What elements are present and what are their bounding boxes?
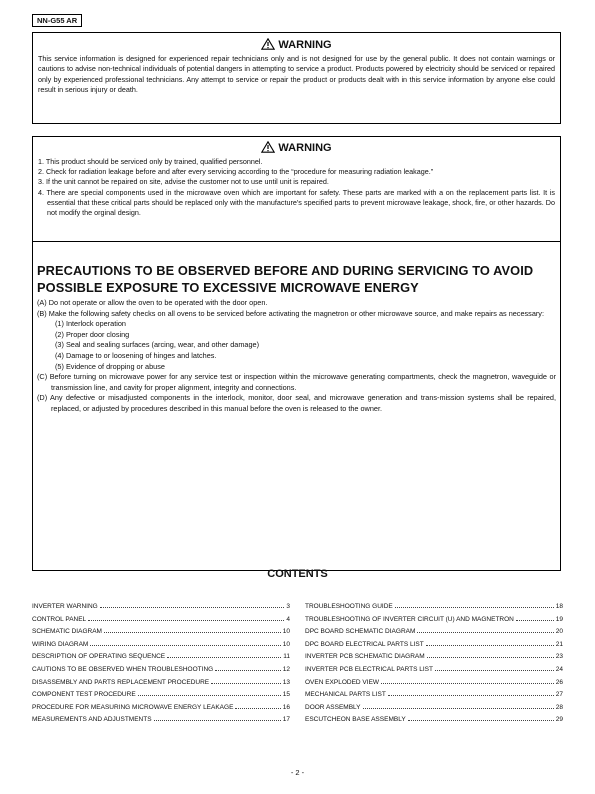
toc-entry[interactable] — [32, 613, 290, 626]
warning-heading — [38, 38, 555, 52]
toc-entry-label: MECHANICAL PARTS LIST — [305, 691, 386, 699]
toc-entry[interactable] — [32, 688, 290, 701]
toc-entry[interactable] — [305, 688, 563, 701]
toc-entry[interactable] — [32, 701, 290, 714]
precaution-d: (D) Any defective or misadjusted components in the interlock, monitor, door seal, and microwave generation and trans-mission systems shall be repaired, replaced, or adjusted by procedures described in this manual before the oven is released to the owner. — [37, 393, 556, 413]
toc-entry-label: DPC BOARD ELECTRICAL PARTS LIST — [305, 640, 424, 648]
toc-entry-label: WIRING DIAGRAM — [32, 640, 89, 648]
toc-entry[interactable] — [305, 663, 563, 676]
toc-dot-leader — [88, 613, 284, 621]
toc-entry-page: 27 — [555, 691, 563, 699]
toc-entry-label: OVEN EXPLODED VIEW — [305, 678, 380, 686]
toc-entry-label: DESCRIPTION OF OPERATING SEQUENCE — [32, 653, 166, 661]
toc-entry-label: MEASUREMENTS AND ADJUSTMENTS — [32, 716, 152, 724]
contents-title: CONTENTS — [267, 568, 328, 580]
toc-dot-leader — [138, 688, 281, 696]
precaution-b-subitem: (5) Evidence of dropping or abuse — [55, 361, 165, 371]
toc-entry[interactable] — [305, 638, 563, 651]
toc-entry-label: DOOR ASSEMBLY — [305, 703, 361, 711]
toc-left-column — [32, 600, 290, 726]
toc-dot-leader — [104, 625, 281, 633]
toc-entry-label: ESCUTCHEON BASE ASSEMBLY — [305, 716, 406, 724]
toc-entry-label: PROCEDURE FOR MEASURING MICROWAVE ENERGY LEAKAGE — [32, 703, 234, 711]
toc-entry-page: 17 — [282, 716, 290, 724]
toc-entry-label: COMPONENT TEST PROCEDURE — [32, 691, 136, 699]
toc-entry-label: INVERTER PCB SCHEMATIC DIAGRAM — [305, 653, 425, 661]
toc-entry-page: 23 — [555, 653, 563, 661]
toc-entry[interactable] — [305, 600, 563, 613]
toc-dot-leader — [154, 713, 281, 721]
toc-dot-leader — [211, 676, 281, 684]
toc-entry-page: 10 — [282, 628, 290, 636]
toc-entry[interactable] — [32, 600, 290, 613]
warning-paragraph: This service information is designed for experienced repair technicians only and is not designed for use by the general public. It does not contain warnings or cautions to advise non-technical individuals of potential dangers in attempting to service a product. Products powered by electricity should be serviced or repaired only by experienced professional technicians. Any attempt to service or repair the product or products dealt with in this service information by anyone else could result in serious injury or death. — [38, 54, 555, 95]
toc-entry-page: 24 — [555, 665, 563, 673]
toc-entry-page: 10 — [282, 640, 290, 648]
warning-list — [38, 157, 555, 218]
toc-entry-page: 28 — [555, 703, 563, 711]
precaution-b-subitem: (1) Interlock operation — [55, 319, 126, 329]
warning-list-item: 1. This product should be serviced only by trained, qualified personnel. — [38, 157, 263, 166]
toc-entry-page: 26 — [555, 678, 563, 686]
toc-entry-page: 21 — [555, 640, 563, 648]
toc-entry-page: 20 — [555, 628, 563, 636]
toc-dot-leader — [426, 638, 554, 646]
warning-list-item: 4. There are special components used in the microwave oven which are important for safety. These parts are marked with a on the replacement parts list. It is essential that these critical parts should be replaced only with the manufacture’s specified parts to prevent microwave leakage, shock, fire, or other hazards. Do not modify the orginal design. — [38, 187, 555, 218]
toc-dot-leader — [388, 688, 554, 696]
warning-triangle-icon — [261, 38, 275, 50]
toc-dot-leader — [235, 701, 280, 709]
toc-dot-leader — [381, 676, 554, 684]
warning-title: WARNING — [278, 39, 332, 51]
precaution-b: (B) Make the following safety checks on all ovens to be serviced before activating the magnetron or other microwave source, and make repairs as necessary: — [37, 308, 544, 318]
warning-triangle-icon — [261, 141, 275, 153]
toc-dot-leader — [435, 663, 554, 671]
precaution-b-subitem: (3) Seal and sealing surfaces (arcing, wear, and other damage) — [55, 340, 260, 350]
toc-entry-page: 29 — [555, 716, 563, 724]
toc-entry-label: SCHEMATIC DIAGRAM — [32, 628, 102, 636]
toc-entry[interactable] — [305, 676, 563, 689]
toc-entry[interactable] — [32, 650, 290, 663]
toc-entry[interactable] — [32, 625, 290, 638]
toc-dot-leader — [100, 600, 285, 608]
toc-entry-label: TROUBLESHOOTING OF INVERTER CIRCUIT (U) AND MAGNETRON — [305, 615, 514, 623]
precaution-a: (A) Do not operate or allow the oven to be operated with the door open. — [37, 298, 268, 307]
toc-right-column — [305, 600, 563, 726]
toc-dot-leader — [90, 638, 280, 646]
warning-heading — [38, 141, 555, 155]
toc-entry[interactable] — [305, 613, 563, 626]
precautions-title: PRECAUTIONS TO BE OBSERVED BEFORE AND DURING SERVICING TO AVOID POSSIBLE EXPOSURE TO EXCESSIVE MICROWAVE ENERGY — [37, 263, 534, 295]
toc-entry-label: TROUBLESHOOTING GUIDE — [305, 603, 393, 610]
toc-entry-page: 15 — [282, 691, 290, 699]
toc-dot-leader — [363, 701, 554, 709]
toc-dot-leader — [215, 663, 281, 671]
toc-entry-page: 16 — [282, 703, 290, 711]
warning-title: WARNING — [278, 142, 332, 154]
toc-dot-leader — [167, 650, 281, 658]
precautions-box — [32, 241, 561, 571]
toc-dot-leader — [417, 625, 553, 633]
toc-dot-leader — [408, 713, 554, 721]
toc-entry-label: CAUTIONS TO BE OBSERVED WHEN TROUBLESHOOTING — [32, 665, 214, 673]
toc-entry[interactable] — [32, 713, 290, 726]
warning-list-item: 3. If the unit cannot be repaired on site, advise the customer not to use until unit is repaired. — [38, 177, 329, 187]
precaution-c: (C) Before turning on microwave power for any service test or inspection within the microwave generating compartments, check the magnetron, waveguide or transmission line, and cavity for proper alignment, integrity and connections. — [37, 372, 556, 392]
toc-entry[interactable] — [305, 713, 563, 726]
page-number: - 2 - — [290, 768, 305, 777]
toc-entry-page: 12 — [282, 665, 290, 673]
toc-entry[interactable] — [32, 676, 290, 689]
precautions-list — [37, 298, 556, 415]
toc-entry-page: 4 — [286, 615, 290, 623]
toc-dot-leader — [427, 650, 554, 658]
toc-entry-label: INVERTER PCB ELECTRICAL PARTS LIST — [305, 665, 433, 673]
precaution-b-subitem: (2) Proper door closing — [55, 329, 130, 339]
toc-dot-leader — [516, 613, 554, 621]
toc-entry[interactable] — [32, 638, 290, 651]
toc-entry-page: 3 — [286, 603, 290, 610]
toc-entry-page: 13 — [282, 678, 290, 686]
toc-entry[interactable] — [305, 701, 563, 714]
toc-entry-label: CONTROL PANEL — [32, 615, 87, 623]
model-label: NN-G55 AR — [32, 14, 82, 27]
warning-list-item: 2. Check for radiation leakage before and after every servicing according to the “procedure for measuring radiation leakage.” — [38, 167, 434, 177]
toc-entry-page: 18 — [555, 603, 563, 610]
toc-entry-page: 11 — [283, 653, 290, 661]
warning-box-general — [32, 32, 561, 124]
toc-entry-label: DPC BOARD SCHEMATIC DIAGRAM — [305, 628, 416, 636]
toc-entry[interactable] — [32, 663, 290, 676]
warning-box-service — [32, 136, 561, 242]
toc-dot-leader — [395, 600, 554, 608]
toc-entry[interactable] — [305, 650, 563, 663]
toc-entry[interactable] — [305, 625, 563, 638]
toc-entry-label: DISASSEMBLY AND PARTS REPLACEMENT PROCEDURE — [32, 678, 210, 686]
toc-entry-page: 19 — [555, 615, 563, 623]
precaution-b-subitem: (4) Damage to or loosening of hinges and latches. — [55, 350, 217, 360]
toc-entry-label: INVERTER WARNING — [32, 603, 98, 610]
